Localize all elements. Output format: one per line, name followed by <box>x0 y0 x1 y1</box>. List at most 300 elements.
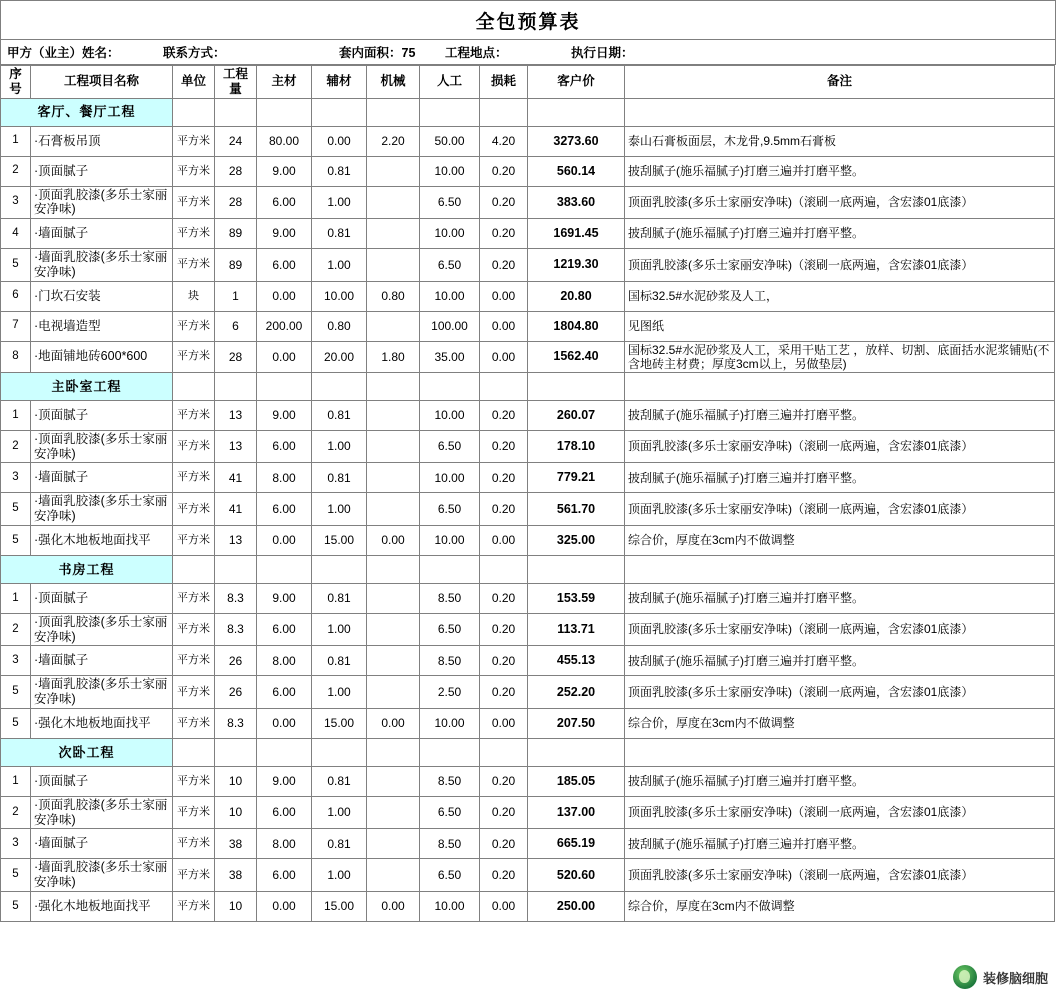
cell-unit: 平方米 <box>173 613 215 646</box>
col-machine: 机械 <box>367 66 420 99</box>
cell-main-material: 9.00 <box>257 583 312 613</box>
table-row <box>1 126 1055 156</box>
section-title: 客厅、餐厅工程 <box>1 98 173 126</box>
cell-remark: 综合价，厚度在3cm内不做调整 <box>625 708 1055 738</box>
cell-main-material: 9.00 <box>257 219 312 249</box>
cell-remark: 顶面乳胶漆(多乐士家丽安净味)（滚刷一底两遍，含宏漆01底漆） <box>625 613 1055 646</box>
cell-main-material: 6.00 <box>257 430 312 463</box>
section-title: 次卧工程 <box>1 738 173 766</box>
cell-customer-price: 455.13 <box>528 646 625 676</box>
cell-item-name: ·强化木地板地面找平 <box>31 525 173 555</box>
cell-remark: 披刮腻子(施乐福腻子)打磨三遍并打磨平整。 <box>625 156 1055 186</box>
cell-machine <box>367 463 420 493</box>
cell-loss: 0.00 <box>480 311 528 341</box>
empty-cell <box>173 372 215 400</box>
cell-loss: 0.00 <box>480 281 528 311</box>
budget-table <box>0 65 1055 922</box>
empty-cell <box>173 738 215 766</box>
cell-unit: 平方米 <box>173 126 215 156</box>
table-row <box>1 766 1055 796</box>
col-no: 序号 <box>1 66 31 99</box>
cell-loss: 0.20 <box>480 156 528 186</box>
cell-quantity: 10 <box>215 796 257 829</box>
table-row <box>1 583 1055 613</box>
table-section-row <box>1 738 1055 766</box>
empty-cell <box>312 738 367 766</box>
cell-machine <box>367 583 420 613</box>
cell-quantity: 8.3 <box>215 583 257 613</box>
area-label: 套内面积：75 <box>339 46 416 60</box>
table-row <box>1 249 1055 282</box>
cell-loss: 0.20 <box>480 646 528 676</box>
cell-loss: 0.20 <box>480 766 528 796</box>
cell-customer-price: 3273.60 <box>528 126 625 156</box>
table-row <box>1 463 1055 493</box>
page-title <box>0 0 1056 39</box>
cell-unit: 平方米 <box>173 676 215 709</box>
cell-remark: 顶面乳胶漆(多乐士家丽安净味)（滚刷一底两遍，含宏漆01底漆） <box>625 430 1055 463</box>
col-labor: 人工 <box>420 66 480 99</box>
cell-quantity: 26 <box>215 646 257 676</box>
project-info-bar <box>0 39 1056 65</box>
execution-date-label: 执行日期： <box>571 46 634 60</box>
table-row <box>1 676 1055 709</box>
table-row <box>1 219 1055 249</box>
cell-labor: 10.00 <box>420 400 480 430</box>
cell-main-material: 6.00 <box>257 859 312 892</box>
site-label: 工程地点： <box>445 46 508 60</box>
cell-customer-price: 1562.40 <box>528 341 625 372</box>
empty-cell <box>367 98 420 126</box>
cell-labor: 6.50 <box>420 493 480 526</box>
cell-main-material: 6.00 <box>257 613 312 646</box>
cell-loss: 0.20 <box>480 613 528 646</box>
cell-no: 2 <box>1 613 31 646</box>
cell-no: 2 <box>1 430 31 463</box>
cell-loss: 4.20 <box>480 126 528 156</box>
cell-no: 1 <box>1 400 31 430</box>
empty-cell <box>625 98 1055 126</box>
cell-machine <box>367 400 420 430</box>
table-row <box>1 613 1055 646</box>
table-section-row <box>1 555 1055 583</box>
cell-machine <box>367 796 420 829</box>
cell-remark: 综合价，厚度在3cm内不做调整 <box>625 525 1055 555</box>
cell-labor: 8.50 <box>420 829 480 859</box>
table-row <box>1 311 1055 341</box>
cell-aux-material: 1.00 <box>312 430 367 463</box>
cell-customer-price: 153.59 <box>528 583 625 613</box>
empty-cell <box>420 738 480 766</box>
cell-quantity: 13 <box>215 430 257 463</box>
empty-cell <box>215 98 257 126</box>
cell-unit: 平方米 <box>173 311 215 341</box>
cell-customer-price: 185.05 <box>528 766 625 796</box>
cell-unit: 平方米 <box>173 708 215 738</box>
cell-quantity: 26 <box>215 676 257 709</box>
table-row <box>1 646 1055 676</box>
cell-customer-price: 520.60 <box>528 859 625 892</box>
cell-item-name: ·墙面腻子 <box>31 463 173 493</box>
cell-loss: 0.00 <box>480 525 528 555</box>
cell-loss: 0.20 <box>480 493 528 526</box>
cell-machine <box>367 186 420 219</box>
cell-machine: 0.00 <box>367 708 420 738</box>
col-main-material: 主材 <box>257 66 312 99</box>
cell-main-material: 200.00 <box>257 311 312 341</box>
cell-item-name: ·顶面乳胶漆(多乐士家丽安净味) <box>31 186 173 219</box>
cell-loss: 0.00 <box>480 708 528 738</box>
cell-quantity: 8.3 <box>215 708 257 738</box>
cell-unit: 平方米 <box>173 249 215 282</box>
cell-customer-price: 137.00 <box>528 796 625 829</box>
cell-remark: 披刮腻子(施乐福腻子)打磨三遍并打磨平整。 <box>625 400 1055 430</box>
cell-customer-price: 779.21 <box>528 463 625 493</box>
cell-quantity: 13 <box>215 400 257 430</box>
cell-unit: 平方米 <box>173 341 215 372</box>
cell-unit: 平方米 <box>173 859 215 892</box>
cell-unit: 块 <box>173 281 215 311</box>
cell-machine <box>367 311 420 341</box>
cell-machine <box>367 766 420 796</box>
cell-main-material: 0.00 <box>257 281 312 311</box>
cell-no: 5 <box>1 249 31 282</box>
cell-customer-price: 383.60 <box>528 186 625 219</box>
page-title-text: 全包预算表 <box>475 11 581 33</box>
cell-no: 3 <box>1 646 31 676</box>
cell-labor: 100.00 <box>420 311 480 341</box>
empty-cell <box>312 372 367 400</box>
cell-unit: 平方米 <box>173 156 215 186</box>
cell-aux-material: 1.00 <box>312 796 367 829</box>
cell-labor: 6.50 <box>420 430 480 463</box>
empty-cell <box>215 555 257 583</box>
cell-customer-price: 20.80 <box>528 281 625 311</box>
cell-labor: 50.00 <box>420 126 480 156</box>
col-quantity: 工程量 <box>215 66 257 99</box>
cell-loss: 0.20 <box>480 583 528 613</box>
cell-labor: 6.50 <box>420 186 480 219</box>
cell-customer-price: 178.10 <box>528 430 625 463</box>
cell-customer-price: 665.19 <box>528 829 625 859</box>
cell-remark: 国标32.5#水泥砂浆及人工，采用干贴工艺 ，放样、切割、底面括水泥浆铺贴(不含地砖主材费；厚度3cm以上，另做垫层) <box>625 341 1055 372</box>
cell-remark: 顶面乳胶漆(多乐士家丽安净味)（滚刷一底两遍，含宏漆01底漆） <box>625 859 1055 892</box>
cell-quantity: 13 <box>215 525 257 555</box>
cell-quantity: 41 <box>215 463 257 493</box>
cell-customer-price: 561.70 <box>528 493 625 526</box>
section-title: 主卧室工程 <box>1 372 173 400</box>
cell-no: 4 <box>1 219 31 249</box>
cell-labor: 10.00 <box>420 156 480 186</box>
cell-labor: 6.50 <box>420 859 480 892</box>
cell-customer-price: 325.00 <box>528 525 625 555</box>
cell-machine: 2.20 <box>367 126 420 156</box>
cell-unit: 平方米 <box>173 493 215 526</box>
col-customer-price: 客户价 <box>528 66 625 99</box>
cell-remark: 顶面乳胶漆(多乐士家丽安净味)（滚刷一底两遍，含宏漆01底漆） <box>625 249 1055 282</box>
cell-remark: 顶面乳胶漆(多乐士家丽安净味)（滚刷一底两遍，含宏漆01底漆） <box>625 493 1055 526</box>
table-header-row <box>1 66 1055 99</box>
cell-labor: 6.50 <box>420 249 480 282</box>
empty-cell <box>257 98 312 126</box>
cell-main-material: 0.00 <box>257 341 312 372</box>
cell-loss: 0.20 <box>480 186 528 219</box>
cell-unit: 平方米 <box>173 829 215 859</box>
cell-item-name: ·墙面腻子 <box>31 829 173 859</box>
cell-labor: 10.00 <box>420 891 480 921</box>
cell-aux-material: 20.00 <box>312 341 367 372</box>
cell-no: 5 <box>1 676 31 709</box>
cell-labor: 8.50 <box>420 583 480 613</box>
cell-customer-price: 250.00 <box>528 891 625 921</box>
cell-main-material: 9.00 <box>257 766 312 796</box>
cell-quantity: 10 <box>215 766 257 796</box>
cell-unit: 平方米 <box>173 219 215 249</box>
cell-no: 5 <box>1 525 31 555</box>
cell-item-name: ·墙面乳胶漆(多乐士家丽安净味) <box>31 859 173 892</box>
cell-loss: 0.20 <box>480 400 528 430</box>
cell-aux-material: 0.81 <box>312 646 367 676</box>
cell-main-material: 9.00 <box>257 156 312 186</box>
cell-no: 2 <box>1 156 31 186</box>
cell-item-name: ·墙面腻子 <box>31 646 173 676</box>
cell-item-name: ·门坎石安装 <box>31 281 173 311</box>
empty-cell <box>625 372 1055 400</box>
table-row <box>1 796 1055 829</box>
cell-quantity: 8.3 <box>215 613 257 646</box>
cell-loss: 0.00 <box>480 891 528 921</box>
cell-no: 8 <box>1 341 31 372</box>
cell-quantity: 89 <box>215 249 257 282</box>
cell-main-material: 9.00 <box>257 400 312 430</box>
table-section-row <box>1 372 1055 400</box>
cell-quantity: 6 <box>215 311 257 341</box>
cell-main-material: 6.00 <box>257 796 312 829</box>
cell-main-material: 0.00 <box>257 525 312 555</box>
cell-machine <box>367 829 420 859</box>
cell-no: 5 <box>1 493 31 526</box>
empty-cell <box>480 372 528 400</box>
table-row <box>1 430 1055 463</box>
cell-aux-material: 15.00 <box>312 525 367 555</box>
cell-no: 1 <box>1 126 31 156</box>
cell-remark: 披刮腻子(施乐福腻子)打磨三遍并打磨平整。 <box>625 219 1055 249</box>
cell-labor: 10.00 <box>420 708 480 738</box>
cell-quantity: 10 <box>215 891 257 921</box>
cell-item-name: ·墙面乳胶漆(多乐士家丽安净味) <box>31 676 173 709</box>
cell-labor: 35.00 <box>420 341 480 372</box>
cell-machine <box>367 493 420 526</box>
cell-aux-material: 0.81 <box>312 219 367 249</box>
cell-main-material: 6.00 <box>257 493 312 526</box>
cell-main-material: 80.00 <box>257 126 312 156</box>
empty-cell <box>625 555 1055 583</box>
cell-unit: 平方米 <box>173 463 215 493</box>
cell-item-name: ·地面铺地砖600*600 <box>31 341 173 372</box>
cell-no: 2 <box>1 796 31 829</box>
cell-quantity: 38 <box>215 859 257 892</box>
cell-main-material: 0.00 <box>257 891 312 921</box>
col-item-name: 工程项目名称 <box>31 66 173 99</box>
empty-cell <box>480 555 528 583</box>
cell-aux-material: 0.81 <box>312 766 367 796</box>
cell-aux-material: 0.00 <box>312 126 367 156</box>
watermark-text: 装修脑细胞 <box>982 970 1048 986</box>
table-row <box>1 341 1055 372</box>
cell-remark: 披刮腻子(施乐福腻子)打磨三遍并打磨平整。 <box>625 463 1055 493</box>
cell-machine <box>367 859 420 892</box>
cell-aux-material: 0.81 <box>312 463 367 493</box>
table-row <box>1 859 1055 892</box>
empty-cell <box>480 738 528 766</box>
cell-remark: 披刮腻子(施乐福腻子)打磨三遍并打磨平整。 <box>625 766 1055 796</box>
cell-customer-price: 260.07 <box>528 400 625 430</box>
cell-machine <box>367 646 420 676</box>
cell-item-name: ·墙面乳胶漆(多乐士家丽安净味) <box>31 249 173 282</box>
cell-customer-price: 1219.30 <box>528 249 625 282</box>
table-row <box>1 829 1055 859</box>
cell-customer-price: 207.50 <box>528 708 625 738</box>
cell-labor: 10.00 <box>420 219 480 249</box>
table-row <box>1 708 1055 738</box>
cell-item-name: ·强化木地板地面找平 <box>31 708 173 738</box>
empty-cell <box>420 372 480 400</box>
cell-no: 3 <box>1 829 31 859</box>
table-row <box>1 493 1055 526</box>
cell-item-name: ·顶面乳胶漆(多乐士家丽安净味) <box>31 796 173 829</box>
cell-no: 5 <box>1 859 31 892</box>
cell-labor: 8.50 <box>420 766 480 796</box>
cell-item-name: ·顶面腻子 <box>31 583 173 613</box>
cell-loss: 0.20 <box>480 676 528 709</box>
cell-loss: 0.20 <box>480 219 528 249</box>
cell-unit: 平方米 <box>173 400 215 430</box>
empty-cell <box>367 555 420 583</box>
cell-labor: 6.50 <box>420 796 480 829</box>
cell-main-material: 8.00 <box>257 646 312 676</box>
empty-cell <box>257 372 312 400</box>
cell-machine: 0.80 <box>367 281 420 311</box>
cell-customer-price: 1804.80 <box>528 311 625 341</box>
empty-cell <box>528 98 625 126</box>
empty-cell <box>367 372 420 400</box>
cell-no: 5 <box>1 891 31 921</box>
empty-cell <box>420 555 480 583</box>
cell-quantity: 1 <box>215 281 257 311</box>
cell-main-material: 6.00 <box>257 676 312 709</box>
cell-labor: 6.50 <box>420 613 480 646</box>
cell-aux-material: 15.00 <box>312 708 367 738</box>
cell-no: 6 <box>1 281 31 311</box>
cell-quantity: 28 <box>215 186 257 219</box>
empty-cell <box>257 555 312 583</box>
cell-main-material: 6.00 <box>257 249 312 282</box>
cell-item-name: ·石膏板吊顶 <box>31 126 173 156</box>
cell-item-name: ·墙面腻子 <box>31 219 173 249</box>
cell-unit: 平方米 <box>173 525 215 555</box>
cell-item-name: ·顶面腻子 <box>31 766 173 796</box>
contact-label: 联系方式： <box>163 46 226 60</box>
cell-aux-material: 0.81 <box>312 829 367 859</box>
cell-aux-material: 10.00 <box>312 281 367 311</box>
empty-cell <box>367 738 420 766</box>
cell-no: 5 <box>1 708 31 738</box>
cell-item-name: ·电视墙造型 <box>31 311 173 341</box>
table-row <box>1 156 1055 186</box>
empty-cell <box>528 738 625 766</box>
cell-remark: 披刮腻子(施乐福腻子)打磨三遍并打磨平整。 <box>625 583 1055 613</box>
cell-customer-price: 1691.45 <box>528 219 625 249</box>
cell-remark: 披刮腻子(施乐福腻子)打磨三遍并打磨平整。 <box>625 646 1055 676</box>
cell-machine <box>367 249 420 282</box>
cell-main-material: 6.00 <box>257 186 312 219</box>
cell-loss: 0.20 <box>480 796 528 829</box>
cell-aux-material: 1.00 <box>312 186 367 219</box>
cell-labor: 2.50 <box>420 676 480 709</box>
cell-item-name: ·顶面乳胶漆(多乐士家丽安净味) <box>31 430 173 463</box>
cell-customer-price: 252.20 <box>528 676 625 709</box>
cell-machine <box>367 613 420 646</box>
cell-labor: 8.50 <box>420 646 480 676</box>
cell-unit: 平方米 <box>173 796 215 829</box>
cell-item-name: ·墙面乳胶漆(多乐士家丽安净味) <box>31 493 173 526</box>
cell-aux-material: 1.00 <box>312 613 367 646</box>
cell-remark: 综合价，厚度在3cm内不做调整 <box>625 891 1055 921</box>
cell-aux-material: 0.81 <box>312 400 367 430</box>
cell-customer-price: 560.14 <box>528 156 625 186</box>
cell-unit: 平方米 <box>173 646 215 676</box>
cell-machine: 0.00 <box>367 891 420 921</box>
cell-main-material: 8.00 <box>257 829 312 859</box>
col-remark: 备注 <box>625 66 1055 99</box>
cell-labor: 10.00 <box>420 463 480 493</box>
cell-machine <box>367 219 420 249</box>
cell-quantity: 28 <box>215 341 257 372</box>
col-loss: 损耗 <box>480 66 528 99</box>
cell-remark: 顶面乳胶漆(多乐士家丽安净味)（滚刷一底两遍，含宏漆01底漆） <box>625 676 1055 709</box>
cell-machine <box>367 676 420 709</box>
cell-item-name: ·顶面乳胶漆(多乐士家丽安净味) <box>31 613 173 646</box>
cell-no: 1 <box>1 766 31 796</box>
empty-cell <box>312 98 367 126</box>
cell-main-material: 8.00 <box>257 463 312 493</box>
cell-quantity: 24 <box>215 126 257 156</box>
empty-cell <box>528 555 625 583</box>
cell-remark: 披刮腻子(施乐福腻子)打磨三遍并打磨平整。 <box>625 829 1055 859</box>
cell-machine <box>367 430 420 463</box>
empty-cell <box>625 738 1055 766</box>
cell-item-name: ·顶面腻子 <box>31 400 173 430</box>
cell-aux-material: 1.00 <box>312 859 367 892</box>
cell-machine: 0.00 <box>367 525 420 555</box>
col-aux-material: 辅材 <box>312 66 367 99</box>
cell-unit: 平方米 <box>173 766 215 796</box>
empty-cell <box>257 738 312 766</box>
cell-labor: 10.00 <box>420 281 480 311</box>
cell-remark: 泰山石膏板面层，木龙骨,9.5mm石膏板 <box>625 126 1055 156</box>
cell-no: 1 <box>1 583 31 613</box>
empty-cell <box>312 555 367 583</box>
cell-loss: 0.00 <box>480 341 528 372</box>
empty-cell <box>215 372 257 400</box>
table-row <box>1 525 1055 555</box>
cell-remark: 顶面乳胶漆(多乐士家丽安净味)（滚刷一底两遍，含宏漆01底漆） <box>625 796 1055 829</box>
cell-unit: 平方米 <box>173 583 215 613</box>
cell-aux-material: 0.81 <box>312 583 367 613</box>
cell-loss: 0.20 <box>480 430 528 463</box>
leaf-logo-icon <box>953 965 977 989</box>
table-row <box>1 281 1055 311</box>
